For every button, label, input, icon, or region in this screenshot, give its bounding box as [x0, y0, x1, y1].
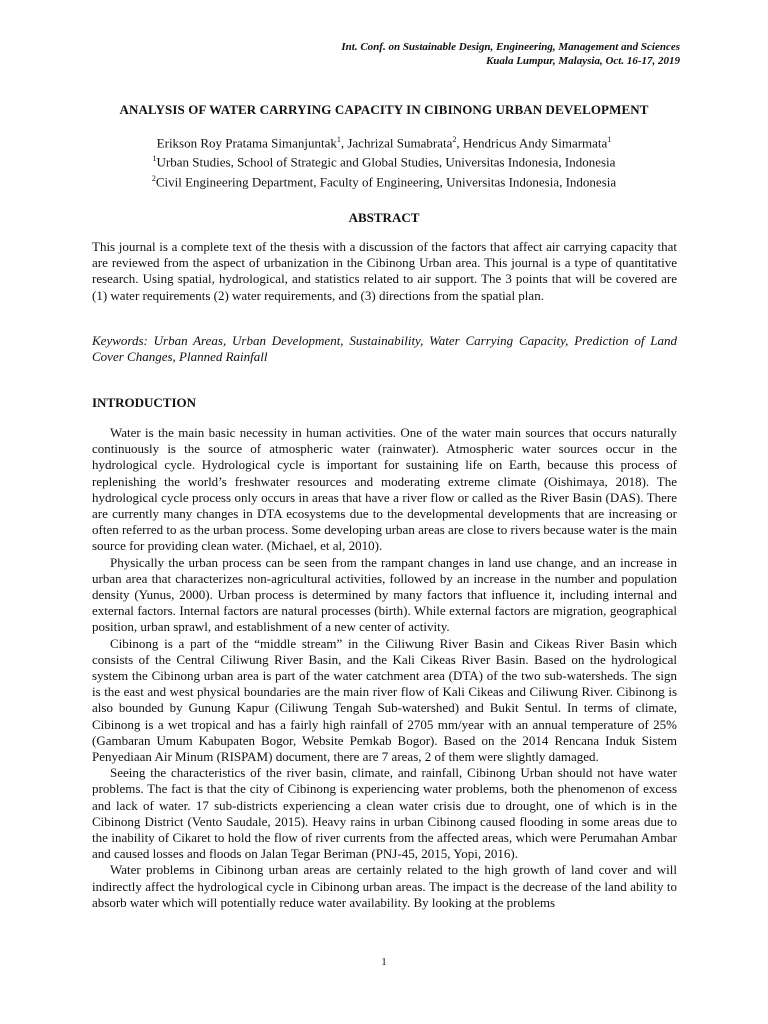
- body-paragraph: Seeing the characteristics of the river basin, climate, and rainfall, Cibinong Urban should not have water problems. The fact is that the city of Cibinong is experiencing water problems, both the phenomenon of excess and lack of water. 17 sub-districts experiencing a clean water crisis due to drought, one of which is in the Cibinong District (Vento Saudale, 2015). Heavy rains in urban Cibinong caused flooding in some areas due to the inability of Cikaret to hold the flow of river currents from the affected areas, which were Perumahan Ambar and caused losses and floods on Jalan Tegar Beriman (PNJ-45, 2015, Yopi, 2016).: [92, 765, 677, 862]
- page-number: 1: [381, 956, 387, 968]
- abstract-heading: ABSTRACT: [348, 210, 420, 225]
- body-paragraph: Physically the urban process can be seen from the rampant changes in land use change, and an increase in urban area that characterizes non-agricultural activities, followed by an increase in the number and population density (Yunus, 2000). Urban process is determined by many factors that influence it, including internal and external factors. Internal factors are natural processes (birth). While external factors are migration, geographical position, urban sprawl, and establishment of a new center of activity.: [92, 554, 677, 635]
- author-sup: 1: [336, 135, 341, 144]
- author-sup: 2: [452, 135, 457, 144]
- affiliation: [0, 171, 768, 190]
- author-name: Hendricus Andy Simarmata: [462, 135, 608, 151]
- body-paragraph: Cibinong is a part of the “middle stream” in the Ciliwung River Basin and Cikeas River Basin which consists of the Central Ciliwung River Basin, and the Kali Cikeas River Basin. Based on the hydrological system the Cibinong urban area is part of the water catchment area (DTA) of the two sub-watersheds. The sign is the east and west physical boundaries are the main river flow of Kali Cikeas and Ciliwung River. Cibinong is also bounded by Gunung Kapur (Ciliwung Tengah Sub-watershed) and Bukit Sentul. In terms of climate, Cibinong is a wet tropical and has a fairly high rainfall of 2705 mm/year with an annual temperature of 25% (Gambaran Umum Kabupaten Bogor, Website Pemkab Bogor). Based on the 2014 Rencana Induk Sistem Penyediaan Air Minum (RISPAM) document, there are 7 areas, 2 of them were slightly damaged.: [92, 635, 677, 765]
- affiliation-text: Urban Studies, School of Strategic and Global Studies, Universitas Indonesia, Indonesia: [156, 154, 616, 170]
- author-name: Erikson Roy Pratama Simanjuntak: [156, 135, 337, 151]
- keywords: Keywords: Urban Areas, Urban Development, Sustainability, Water Carrying Capacity, Prediction of Land Cover Changes, Planned Rainfall: [92, 333, 677, 365]
- conference-location: Kuala Lumpur, Malaysia, Oct. 16-17, 2019: [485, 55, 680, 67]
- conference-name: Int. Conf. on Sustainable Design, Engineering, Management and Sciences: [341, 41, 680, 53]
- introduction-heading: INTRODUCTION: [92, 395, 197, 410]
- author-list: Erikson Roy Pratama Simanjuntak$^1$, Jachrizal Sumabrata$^2$, Hendricus Andy Simarmata$^1$: [156, 135, 612, 151]
- introduction-body: [92, 425, 677, 911]
- affiliation-sup: 1: [152, 154, 157, 164]
- abstract-paragraph: This journal is a complete text of the thesis with a discussion of the factors that affect air carrying capacity that are reviewed from the aspect of urbanization in the Cibinong Urban area. This journal is a type of quantitative research. Using spatial, hydrological, and statistics related to air support. The 3 points that will be covered are (1) water requirements (2) water requirements, and (3) directions from the spatial plan.: [92, 239, 677, 303]
- affiliation: [0, 151, 768, 170]
- author-name: Jachrizal Sumabrata: [347, 135, 453, 151]
- abstract-body: [92, 239, 677, 304]
- conference-header: [341, 40, 680, 68]
- paper-title: ANALYSIS OF WATER CARRYING CAPACITY IN CIBINONG URBAN DEVELOPMENT: [119, 102, 649, 117]
- affiliation-sup: 2: [151, 173, 156, 183]
- author-block: [0, 132, 768, 190]
- affiliation-text: Civil Engineering Department, Faculty of Engineering, Universitas Indonesia, Indonesia: [155, 173, 617, 189]
- body-paragraph: Water is the main basic necessity in human activities. One of the water main sources that occurs naturally continuously is the source of atmospheric water (rainwater). Atmospheric water sources occur in the hydrological cycle. Hydrological cycle is important for sustaining life on Earth, because this process of replenishing the world’s freshwater resources and moderating extreme climate (Oishimaya, 2018). The hydrological cycle process only occurs in areas that have a river flow or called as the River Basin (DAS). There are currently many changes in DTA ecosystems due to the developmental developments that are increasing or often referred to as the urban process. Some developing urban areas are close to rivers because water is the main source for providing clean water. (Michael, et al, 2010).: [92, 425, 677, 554]
- body-paragraph: Water problems in Cibinong urban areas are certainly related to the high growth of land cover and will indirectly affect the hydrological cycle in Cibinong urban areas. The impact is the decrease of the land ability to absorb water which will potentially reduce water availability. By looking at the problems: [92, 862, 677, 910]
- author-sup: 1: [607, 135, 612, 144]
